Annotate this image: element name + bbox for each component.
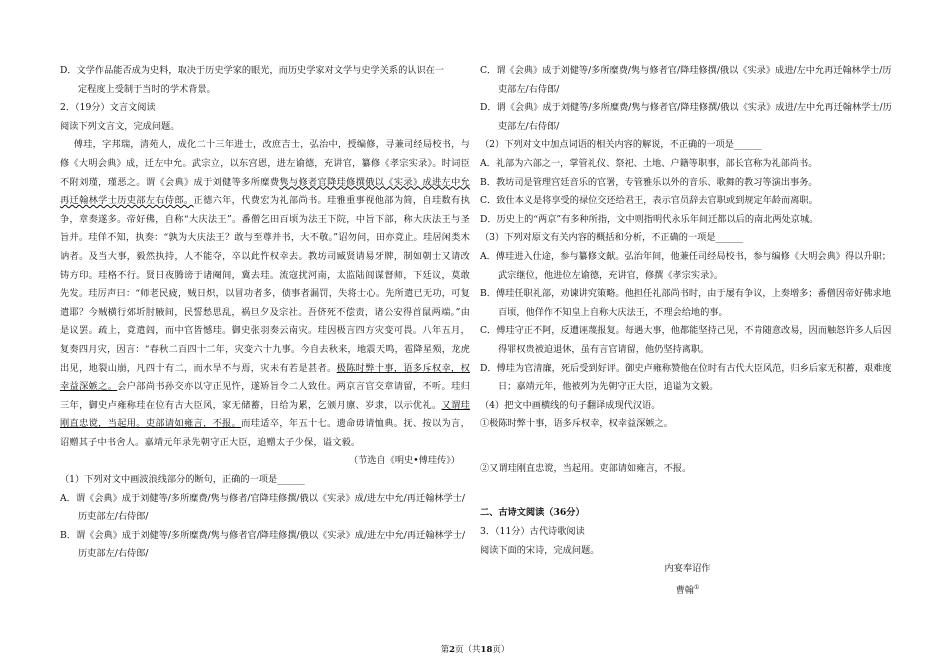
q3-option-b: B．傅珪任职礼部，劝谏讲究策略。他担任礼部尚书时，由于屡有争议，上奏增多；番僧因帝好佛求地百顷，他佯作不知皇上自称大庆法王，不理会给地的事。 (480, 288, 891, 318)
right-column (480, 62, 895, 601)
footnote-marker: ① (693, 583, 700, 591)
question-3-title: 3．（11分）古代诗歌阅读 (480, 526, 585, 538)
q4-item-1: ①极陈时弊十事，语多斥权幸，权幸益深嫉之。 (480, 418, 673, 430)
left-column (60, 62, 470, 564)
total-page-count: 18 (480, 645, 493, 655)
question-2-title: 2．（19分）文言文阅读 (60, 102, 156, 114)
underlined-sentence-2: 又谓珪刚直忠谠，当起用。吏部请如雍言，不报。 (60, 399, 470, 430)
q4-item-2: ②又谓珪刚直忠谠，当起用。吏部请如雍言，不报。 (480, 462, 692, 474)
section-2-heading: 二、古诗文阅读（36分） (480, 507, 585, 519)
passage-text: 傅珪，字邦瑞，清苑人，成化二十三年进士，改庶吉士，弘治中，授编修，寻兼司经局校书，与修《大明会典》成，迁左中允。武宗立，以东宫恩，进左谕德，充讲官，纂修《孝宗实录》。时词臣不附刘瑾，瑾恶之。谓《会典》成于刘健等多所糜费隽与修者官降珪修撰俄以《实录》成进左中允再迁翰林学士历吏部左右侍郎。正德六年，代费宏为礼部尚书。珪雅重事视他部为简，自珪数有执争，章奏遂多。帝好佛，自称“大庆法王”。番僧乞田百顷为法王下院，中旨下部，称大庆法王与圣旨并。珪佯不知，执奏：“孰为大庆法王？敢与至尊并书，大不敬。”诏勿问，田亦竟止。珪居闲类木讷者。及当大事，毅然执持，人不能夺，卒以此忤权幸去。教坊司臧贤请易牙牌，制如朝士又请改铸方印。珪格不行。贤日夜腾谤于诸阉间，冀去珪。流寇扰河南，太监陆闾谋督师，下廷议，莫敢先发。珪厉声曰：“师老民疲，贼日炽，以冒功者多，债事者漏罚，失将士心。先所遣已无功，可复遣耶？今贼横行郊圻肘腋间，民誓愁思乱，祸旦夕及宗社。吾侪死不偿责，诸公安得首鼠两端。”由是议罢。疏上，竟遣闾，而中官皆憾珪。御史张羽奏云南灾。珪因极言四方灾变可畏。八年五月，复奏四月灾，因言：“春秋二百四十二年，灾变六十九事。今自去秋来，地震天鸣，雹降星殒，龙虎出见，地裂山崩，凡四十有二，而水旱不与焉，灾未有若是甚者。极陈时弊十事，语多斥权幸，权幸益深嫉之。会户部尚书孙交亦以守正见忤，遂矫旨令二人致仕。两京言官交章请留，不听。珪归三年，御史卢雍称珪在位有古大臣风，家无储蓄，日给为累，乞颁月廪、岁隶，以示优礼。又谓珪刚直忠谠，当起用。吏部请如雍言，不报。而珪适卒，年五十七。遗命毋请恤典。抚、按以为言，诏赠其子中书舍人。嘉靖元年录先朝守正大臣，追赠太子少保，谥文毅。 (60, 139, 471, 448)
q2-option-c: C．致仕本义是将享受的禄位交还给君王，表示官员辞去官职或到规定年龄而离职。 (480, 195, 818, 207)
wavy-underlined-sentence: 隽与修者官降珪修撰俄以《实录》成进左中允再迁翰林学士历吏部左右侍郎。 (60, 176, 471, 207)
underlined-sentence-1: 极陈时弊十事，语多斥权幸，权幸益深嫉之。 (60, 362, 470, 393)
q2-option-d: D．历史上的“两京”有多种所指，文中则指明代永乐年间迁都以后的南北两处京城。 (480, 213, 819, 225)
q1-option-b: B．谓《会典》成于刘健等/多所糜费/隽与修者官/降珪修撰/俄以《实录》成/进左中允/再迁翰林学士/历吏部左/右侍郎/ (60, 529, 466, 560)
q4-stem: （4）把文中画横线的句子翻译成现代汉语。 (480, 399, 661, 411)
q1-option-d: D．谓《会典》成于刘健等/多所糜费/隽与修者官/降珪修撰/俄以《实录》成进/左中允再迁翰林学士/历吏部左/右侍郎/ (480, 102, 892, 132)
poem-instruction: 阅读下面的宋诗，完成问题。 (480, 544, 600, 556)
passage-source: （节选自《明史•傅珪传》） (348, 455, 460, 467)
q1-option-c: C．谓《会典》成于刘健等/多所糜费/隽与修者官/降珪修撰/俄以《实录》成进/左中允再迁翰林学士/历吏部左/右侍郎/ (480, 65, 892, 95)
q3-option-d: D．傅珪为官清廉，死后受到好评。御史卢雍称赞他在位时有古代大臣风范，归乡后家无积蓄，艰难度日；嘉靖元年，他被列为先朝守正大臣，追谥为文毅。 (480, 362, 892, 393)
q1-option-a: A．谓《会典》成于刘健等/多所糜费/隽与修者/官降珪修撰/俄以《实录》成/进左中允/再迁翰林学士/历吏部左/右侍郎/ (60, 492, 465, 523)
q2-option-a: A．礼部为六部之一，掌管礼仪、祭祀、土地、户籍等职事，部长官称为礼部尚书。 (480, 157, 818, 169)
current-page-number: 2 (449, 645, 456, 655)
poem-title: 内宴奉诏作 (664, 563, 711, 575)
q3-stem: （3）下列对原文有关内容的概括和分析，不正确的一项是______ (480, 232, 744, 244)
poem-author: 曹翰① (675, 583, 700, 596)
q1-stem: （1）下列对文中画波浪线部分的断句，正确的一项是______ (60, 474, 305, 486)
q3-option-a: A．傅珪进入仕途，参与纂修文献。弘治年间，他兼任司经局校书，参与编修《大明会典》得以升职；武宗继位，他进位左谕德，充讲官，修撰《孝宗实录》。 (480, 250, 891, 281)
passage-instruction: 阅读下列文言文，完成问题。 (60, 120, 180, 132)
q2-stem: （2）下列对文中加点词语的相关内容的解说，不正确的一项是______ (480, 139, 762, 151)
q2-option-b: B．教坊司是管理宫廷音乐的官署，专管雅乐以外的音乐、歌舞的教习等演出事务。 (480, 176, 818, 188)
q3-option-c: C．傅珪守正不阿，反遭诬蔑报复。每遇大事，他都能坚持己见，不肯随意改易，因而触怒许多人后因得罪权贵被迫退休，虽有言官请留，他仍坚持离职。 (480, 325, 892, 355)
page-footer: 第2页（共18页） (440, 645, 510, 655)
option-d-prev: D．文学作品能否成为史料，取决于历史学家的眼光，而历史学家对文学与史学关系的认识在一 定程度上受制于当时的学术背景。 (60, 65, 445, 95)
